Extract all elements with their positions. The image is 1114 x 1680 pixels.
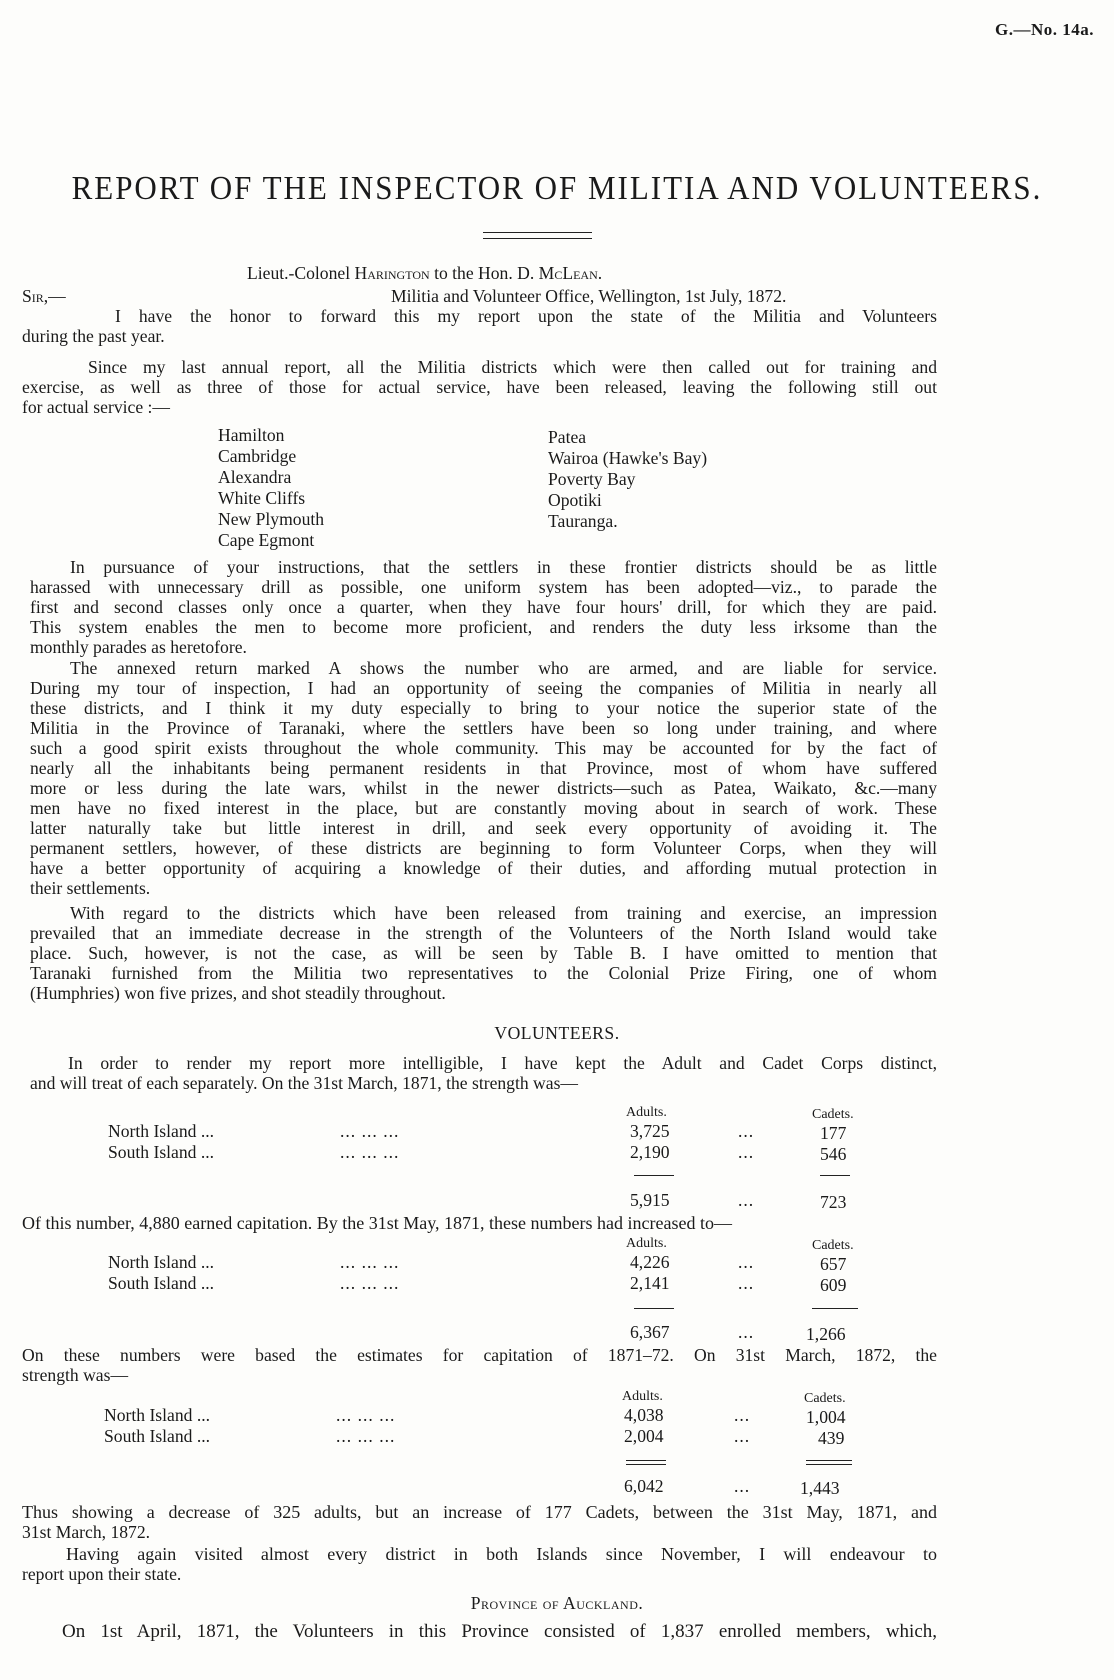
paragraph-line: With regard to the districts which have been released from training and exercise, an impression xyxy=(70,903,937,923)
paragraph-line: The annexed return marked A shows the number who are armed, and are liable for service. xyxy=(70,658,937,678)
paragraph-line: (Humphries) won five prizes, and shot steadily throughout. xyxy=(30,983,446,1003)
paragraph-line: for actual service :— xyxy=(22,397,171,417)
salutation: Sir,— xyxy=(22,286,66,306)
volunteers-heading: VOLUNTEERS. xyxy=(494,1023,620,1043)
cadets-header: Cadets. xyxy=(812,1238,854,1253)
sum-rule xyxy=(634,1175,674,1176)
paragraph-line: exercise, as well as three of those for actual service, have been released, leaving the following still out xyxy=(22,377,937,397)
row-leader: ... ... ... xyxy=(336,1426,396,1446)
paragraph-line: men have no fixed interest in the place, but are constantly moving about in search of work. These xyxy=(30,798,937,818)
paragraph-line: Having again visited almost every district in both Islands since November, I will endeavour to xyxy=(66,1544,937,1564)
row-leader: ... ... ... xyxy=(340,1252,400,1272)
row-label: North Island ... xyxy=(108,1252,215,1272)
cadets-value: 177 xyxy=(820,1123,847,1143)
paragraph-line: During my tour of inspection, I had an opportunity of seeing the companies of Militia in nearly all xyxy=(30,678,937,698)
adults-value: 4,226 xyxy=(630,1252,670,1272)
sum-rule xyxy=(820,1175,850,1176)
row-separator: ... xyxy=(738,1121,755,1141)
cadets-header: Cadets. xyxy=(804,1391,846,1406)
sum-rule xyxy=(634,1308,674,1309)
row-separator: ... xyxy=(738,1252,755,1272)
paragraph-line: these districts, and I think it my duty especially to bring to your notice the superior state of the xyxy=(30,698,937,718)
paragraph-line: during the past year. xyxy=(22,326,165,346)
district-right: Opotiki xyxy=(548,490,602,510)
adults-value: 3,725 xyxy=(630,1121,670,1141)
adults-total: 6,042 xyxy=(624,1476,664,1496)
adults-value: 2,004 xyxy=(624,1426,664,1446)
adults-header: Adults. xyxy=(626,1105,667,1120)
row-leader: ... ... ... xyxy=(340,1142,400,1162)
adults-total: 5,915 xyxy=(630,1190,670,1210)
district-right: Patea xyxy=(548,427,587,447)
district-left: Cambridge xyxy=(218,446,297,466)
row-separator: ... xyxy=(738,1142,755,1162)
row-leader: ... ... ... xyxy=(336,1405,396,1425)
document-code: G.—No. 14a. xyxy=(995,20,1094,39)
paragraph-line: prevailed that an immediate decrease in the strength of the Volunteers of the North Island would take xyxy=(30,923,937,943)
paragraph-line: On 1st April, 1871, the Volunteers in this Province consisted of 1,837 enrolled members, which, xyxy=(62,1621,937,1642)
row-label: South Island ... xyxy=(108,1142,215,1162)
title-rule xyxy=(483,232,592,239)
cadets-total: 1,266 xyxy=(806,1324,846,1344)
paragraph-line: permanent settlers, however, of these districts are beginning to form Volunteer Corps, when they will xyxy=(30,838,937,858)
cadets-value: 439 xyxy=(818,1428,845,1448)
paragraph-line: report upon their state. xyxy=(22,1564,182,1584)
cadets-total: 1,443 xyxy=(800,1478,840,1498)
sum-rule xyxy=(812,1308,858,1309)
adults-header: Adults. xyxy=(622,1389,663,1404)
paragraph-line: I have the honor to forward this my report upon the state of the Militia and Volunteers xyxy=(115,306,937,326)
paragraph-line: harassed with unnecessary drill as possible, one uniform system has been adopted—viz., to parade the xyxy=(30,577,937,597)
adults-header: Adults. xyxy=(626,1236,667,1251)
report-title: REPORT OF THE INSPECTOR OF MILITIA AND VOLUNTEERS. xyxy=(71,168,1043,207)
letter-address: Militia and Volunteer Office, Wellington, 1st July, 1872. xyxy=(391,286,787,306)
paragraph-line: In order to render my report more intelligible, I have kept the Adult and Cadet Corps distinct, xyxy=(68,1053,937,1073)
paragraph-line: strength was— xyxy=(22,1365,129,1385)
paragraph-line: This system enables the men to become more proficient, and renders the duty less irksome than the xyxy=(30,617,937,637)
sum-rule xyxy=(806,1460,852,1465)
cadets-header: Cadets. xyxy=(812,1107,854,1122)
total-separator: ... xyxy=(738,1322,755,1342)
paragraph-line: Militia in the Province of Taranaki, where the settlers have been so long under training, and where xyxy=(30,718,937,738)
cadets-value: 657 xyxy=(820,1254,847,1274)
row-separator: ... xyxy=(734,1405,751,1425)
adults-value: 2,141 xyxy=(630,1273,670,1293)
row-leader: ... ... ... xyxy=(340,1273,400,1293)
paragraph-line: Thus showing a decrease of 325 adults, but an increase of 177 Cadets, between the 31st May, 1871, and xyxy=(22,1502,937,1522)
adults-value: 2,190 xyxy=(630,1142,670,1162)
adults-value: 4,038 xyxy=(624,1405,664,1425)
row-label: North Island ... xyxy=(108,1121,215,1141)
paragraph-line: latter naturally take but little interest in drill, and seek every opportunity of avoiding it. The xyxy=(30,818,937,838)
district-right: Tauranga. xyxy=(548,511,618,531)
cadets-value: 546 xyxy=(820,1144,847,1164)
sum-rule xyxy=(626,1460,666,1465)
row-label: South Island ... xyxy=(104,1426,211,1446)
district-left: White Cliffs xyxy=(218,488,306,508)
paragraph-line: have a better opportunity of acquiring a knowledge of their duties, and affording mutual protection in xyxy=(30,858,937,878)
district-right: Poverty Bay xyxy=(548,469,636,489)
paragraph-line: 31st March, 1872. xyxy=(22,1522,151,1542)
paragraph-line: Taranaki furnished from the Militia two representatives to the Colonial Prize Firing, one of whom xyxy=(30,963,937,983)
district-left: New Plymouth xyxy=(218,509,325,529)
total-separator: ... xyxy=(738,1190,755,1210)
district-left: Alexandra xyxy=(218,467,292,487)
adults-total: 6,367 xyxy=(630,1322,670,1342)
paragraph-line: more or less during the late wars, whilst in the newer districts—such as Patea, Waikato, &c.—many xyxy=(30,778,937,798)
row-label: South Island ... xyxy=(108,1273,215,1293)
row-separator: ... xyxy=(738,1273,755,1293)
province-heading: Province of Auckland. xyxy=(470,1593,644,1613)
paragraph-line: and will treat of each separately. On the 31st March, 1871, the strength was— xyxy=(30,1073,579,1093)
paragraph-line: monthly parades as heretofore. xyxy=(30,637,247,657)
total-separator: ... xyxy=(734,1476,751,1496)
paragraph-line: place. Such, however, is not the case, as will be seen by Table B. I have omitted to mention that xyxy=(30,943,937,963)
cadets-value: 609 xyxy=(820,1275,847,1295)
cadets-value: 1,004 xyxy=(806,1407,846,1427)
letter-from-to: Lieut.-Colonel Harington to the Hon. D. McLean. xyxy=(247,263,603,283)
district-right: Wairoa (Hawke's Bay) xyxy=(548,448,708,468)
district-left: Hamilton xyxy=(218,425,285,445)
paragraph-line: Since my last annual report, all the Militia districts which were then called out for training and xyxy=(88,357,937,377)
paragraph-line: their settlements. xyxy=(30,878,151,898)
paragraph-line: nearly all the inhabitants being permanent residents in that Province, most of whom have suffered xyxy=(30,758,937,778)
district-left: Cape Egmont xyxy=(218,530,315,550)
paragraph-line: In pursuance of your instructions, that the settlers in these frontier districts should be as little xyxy=(70,557,937,577)
row-label: North Island ... xyxy=(104,1405,211,1425)
row-separator: ... xyxy=(734,1426,751,1446)
paragraph-line: such a good spirit exists throughout the whole community. This may be accounted for by the fact of xyxy=(30,738,937,758)
cadets-total: 723 xyxy=(820,1192,847,1212)
paragraph-line: On these numbers were based the estimates for capitation of 1871–72. On 31st March, 1872, the xyxy=(22,1345,937,1365)
paragraph-line: first and second classes only once a quarter, when they have four hours' drill, for which they are paid. xyxy=(30,597,937,617)
paragraph-line: Of this number, 4,880 earned capitation. By the 31st May, 1871, these numbers had increased to— xyxy=(22,1213,732,1233)
row-leader: ... ... ... xyxy=(340,1121,400,1141)
